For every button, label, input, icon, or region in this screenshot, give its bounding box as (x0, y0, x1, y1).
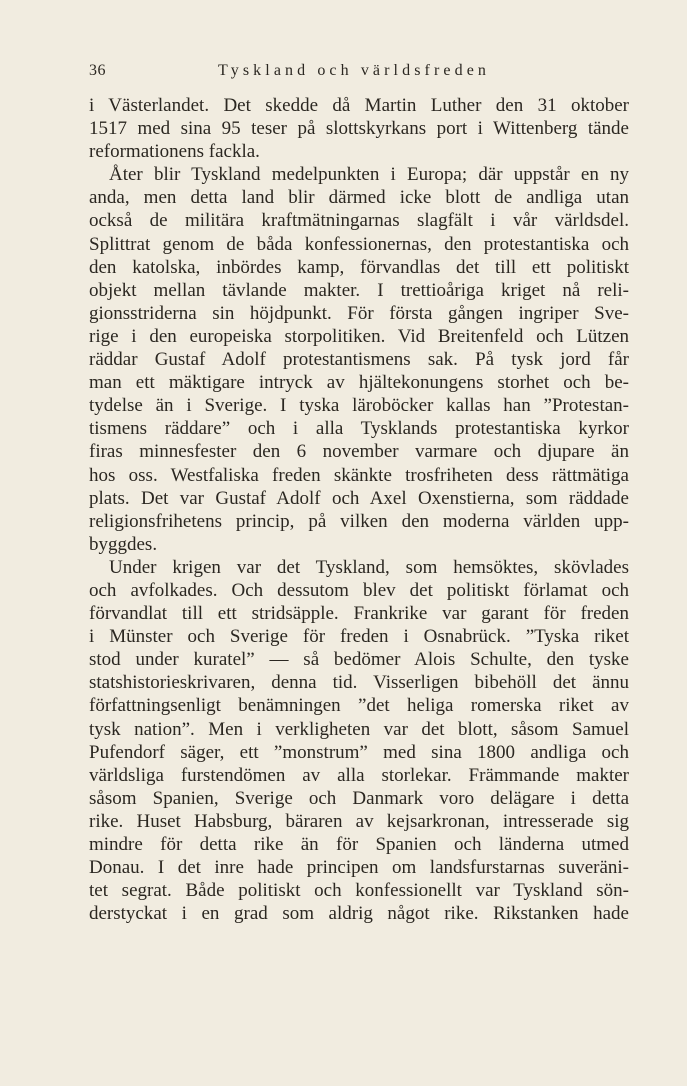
text-line: mindre för detta rike än för Spanien och länderna utmed (89, 834, 629, 855)
text-line: tydelse än i Sverige. I tyska läroböcker kallas han ”Protestan- (89, 395, 629, 417)
running-title: Tyskland och världsfreden (218, 62, 490, 79)
text-line: räddar Gustaf Adolf protestantismens sak. På tysk jord får (89, 349, 629, 371)
page-number: 36 (89, 62, 106, 79)
text-line: rike. Huset Habsburg, bäraren av kejsarkronan, intresserade sig (89, 810, 629, 832)
text-line: byggdes. (89, 533, 158, 555)
text-line: man ett mäktigare intryck av hjältekonungens storhet och be- (89, 372, 629, 394)
text-line: anda, men detta land blir därmed icke blott de andliga utan (89, 187, 629, 209)
text-line: gionsstriderna sin höjdpunkt. För första gången ingriper Sve- (89, 302, 629, 324)
text-line: i Västerlandet. Det skedde då Martin Luther den 31 oktober (89, 95, 629, 116)
text-line: tysk nation”. Men i verkligheten var det blott, såsom Samuel (89, 718, 629, 740)
text-line: religionsfrihetens princip, på vilken den moderna världen upp- (89, 510, 629, 532)
text-line: Åter blir Tyskland medelpunkten i Europa; där uppstår en ny (109, 164, 629, 186)
text-line: tismens räddare” och i alla Tysklands protestantiska kyrkor (89, 418, 629, 440)
text-line: derstyckat i en grad som aldrig något rike. Rikstanken hade (89, 903, 629, 925)
text-line: såsom Spanien, Sverige och Danmark voro delägare i detta (89, 787, 629, 809)
text-line: den katolska, inbördes kamp, förvandlas det till ett politiskt (89, 256, 629, 278)
text-line: stod under kuratel” — så bedömer Alois Schulte, den tyske (89, 649, 629, 671)
text-line: Donau. I det inre hade principen om landsfurstarnas suveräni- (89, 857, 629, 879)
text-line: plats. Det var Gustaf Adolf och Axel Oxenstierna, som räddade (89, 487, 629, 509)
text-line: världsliga furstendömen av alla storlekar. Främmande makter (89, 764, 629, 786)
text-line: i Münster och Sverige för freden i Osnabrück. ”Tyska riket (89, 626, 629, 648)
text-line: rige i den europeiska storpolitiken. Vid Breitenfeld och Lützen (89, 325, 629, 347)
text-line: förvandlat till ett stridsäpple. Frankrike var garant för freden (89, 603, 629, 625)
text-line: Under krigen var det Tyskland, som hemsöktes, skövlades (109, 556, 629, 578)
text-line: tet segrat. Både politiskt och konfessionellt var Tyskland sön- (89, 880, 629, 902)
text-line: och avfolkades. Och dessutom blev det politiskt förlamat och (89, 579, 629, 601)
page-header (89, 62, 629, 84)
text-line: Splittrat genom de båda konfessionernas, den protestantiska och (89, 233, 629, 255)
body-text (89, 94, 629, 925)
text-line: också de militära kraftmätningarnas slagfält i vår världsdel. (89, 210, 629, 232)
text-line: Pufendorf säger, ett ”monstrum” med sina 1800 andliga och (89, 741, 629, 763)
text-line: 1517 med sina 95 teser på slottskyrkans port i Wittenberg tände (89, 118, 629, 140)
text-line: objekt mellan tävlande makter. I trettioåriga kriget nå reli- (89, 279, 629, 301)
text-line: reformationens fackla. (89, 141, 260, 163)
text-line: firas minnesfester den 6 november varmare och djupare än (89, 441, 629, 463)
text-line: hos oss. Westfaliska freden skänkte trosfriheten dess rättmätiga (89, 464, 629, 486)
text-line: statshistorieskrivaren, denna tid. Visserligen bibehöll det ännu (89, 672, 629, 694)
text-line: författningsenligt benämningen ”det heliga romerska riket av (89, 695, 629, 717)
